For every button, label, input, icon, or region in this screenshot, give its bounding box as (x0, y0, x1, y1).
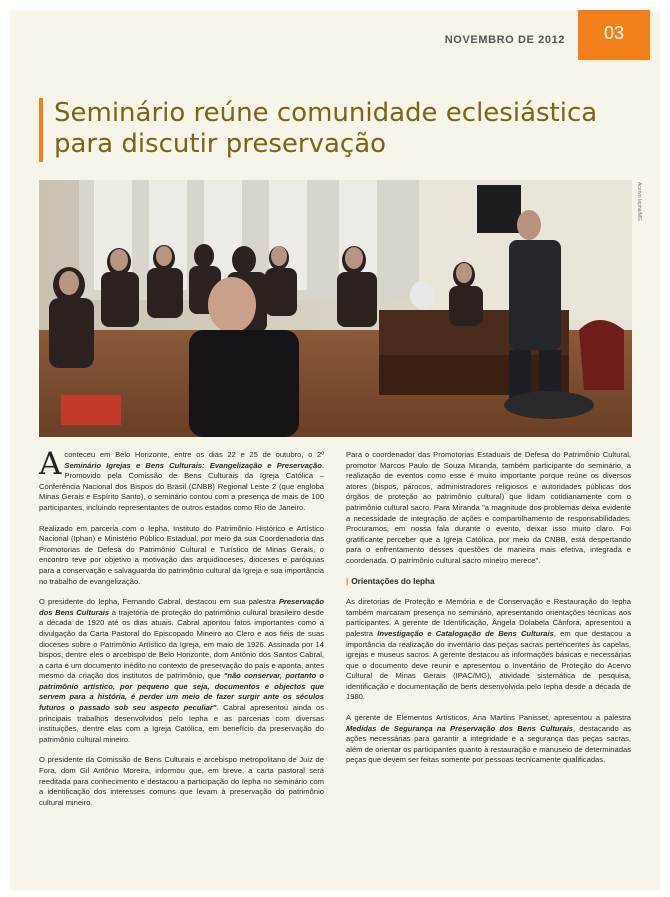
text-run: A gerente de Elementos Artísticos, Ana Martins Panisset, apresentou a palestra (346, 713, 631, 723)
page-number-badge: 03 (578, 10, 650, 60)
seminar-photo-illustration (39, 180, 632, 437)
lecture-title: Preservação dos Bens Culturais (39, 597, 324, 617)
article-headline: Seminário reúne comunidade eclesiástica para discutir preservação (54, 98, 598, 159)
text-run: , em que destacou a importância da realização do inventário das peças sacras pertencentes às capelas, igrejas e museus sacros. A gerente destacou as informações básicas e necessárias que o documento deve reunir e apresentou o Inventário de Proteção do Acervo Cultural de Minas Gerais (IPAC/MG), atividade sistemática de pesquisa, identificação e documentação de bens desenvolvida pelo Iepha desde a década de 1980. (346, 628, 631, 702)
article-left-column (39, 446, 324, 818)
photo-credit: Acervo Iepha/MG (636, 182, 642, 221)
paragraph-intro (39, 446, 324, 514)
paragraph-orientations (346, 597, 631, 703)
subhead-text: Orientações do Iepha (351, 576, 435, 586)
section-subhead (346, 577, 631, 588)
article-right-column (346, 450, 631, 776)
subhead-marker: | (346, 576, 349, 586)
text-run: , destacando as ações necessárias para garantir a integridade e a segurança das peças sacras, além de orientar os participantes quanto à restauração e manuseio de determinadas peças que devem ser feitas somente por pessoas tecnicamente qualificadas. (346, 723, 631, 765)
text-run: O presidente do Iepha, Fernando Cabral, destacou em sua palestra (39, 597, 279, 607)
paragraph-commission: O presidente da Comissão de Bens Culturais e arcebispo metropolitano de Juiz de Fora, dom Gil Antônio Moreira, informou que, em breve, a carta pastoral será reeditada para conhecimento e destacou a participação do Iepha no seminário com a identificação dos interesses comuns que levam à preservação do patrimônio cultural mineiro. (39, 755, 324, 807)
quote: "não conservar, portanto o patrimônio artístico, por pequeno que seja, documentos e objectos que servem para a história, é perder um meio de fazer surgir ante os séculos futuros o passado sob seu aspecto peculiar" (39, 671, 324, 713)
lecture-title: Investigação e Catalogação de Bens Culturais (377, 628, 554, 638)
text-run: a trajetória de proteção do patrimônio cultural brasileiro desde a década de 1920 até os dias atuais. Cabral apontou fatos importantes como a divulgação da Carta Pastoral do Episcopado Mineiro ao Clero e aos fiéis de suas dioceses sobre o Patrimônio Artístico da Igreja, em maio de 1926. Assinada por 14 bispos, dentre eles o arcebispo de Belo Horizonte, dom Antônio dos Santos Cabral, a carta é um documento inédito no contexto de preservação do país e aponta, antes mesmo da criação dos institutos de patrimônio, que (39, 607, 324, 681)
headline-accent-bar (39, 98, 43, 162)
text-run: . Cabral apresentou ainda os principais trabalhos desenvolvidos pelo Iepha e as parcerias com diversas instituições, dentre elas com a Igreja Católica, em benefício da preservação do patrimônio cultural mineiro. (39, 703, 324, 744)
paragraph-iepha-president (39, 597, 324, 745)
paragraph-promotor: Para o coordenador das Promotorias Estaduais de Defesa do Patrimônio Cultural, promotor Marcos Paulo de Souza Miranda, também participante do seminário, a realização de eventos como esse é muito importante porque reúne os diversos atores (bispos, párocos, administradores religiosos e autoridades públicas dos órgãos de proteção ao patrimônio cultural) que lidam cotidianamente com o patrimônio cultural sacro. Para Miranda "a magnitude dos problemas deixa evidente a necessidade de integração de ações e compartilhamento de responsabilidades. Procuramos, em nossa fala durante o evento, deixar isso muito claro. Foi gratificante perceber que a Igreja Católica, por meio da CNBB, está despertando para o enfrentamento desses questões de maneira mais efetiva, integrada e coordenada. O patrimônio cultural sacro mineiro merece". (346, 450, 631, 565)
paragraph-artistic-elements (346, 713, 631, 766)
paragraph-partnership: Realizado em parceria com o Iepha, Instituto do Patrimônio Histórico e Artístico Nacional (Iphan) e Ministério Público Estadual, por meio da sua Coordenadoria das Promotorias de Defesa do Patrimônio Cultural e Turístico de Minas Gerais, o encontro teve por objetivo a motivação das arquidioceses, dioceses e paróquias para a conservação e salvaguarda do patrimônio cultural da Igreja e sua importância no trabalho de evangelização. (39, 523, 324, 586)
lecture-title: Medidas de Segurança na Preservação dos Bens Culturais (346, 723, 574, 733)
text-run: . Promovido pela Comissão de Bens Culturais da Igreja Católica – Conferência Nacional dos Bispos do Brasil (CNBB) Regional Leste 2 (que engloba Minas Gerais e Espírito Santo), o seminário contou com a presença de mais de 100 participantes, incluindo representantes de outros estados como Rio de Janeiro. (39, 460, 324, 512)
text-run: conteceu em Belo Horizonte, entre os dias 22 e 25 de outubro, o 2º (64, 450, 324, 459)
seminar-title: Seminário Igrejas e Bens Culturais: Evangelização e Preservação (64, 460, 322, 470)
issue-date: NOVEMBRO DE 2012 (444, 34, 565, 46)
seminar-photo (39, 180, 632, 437)
text-run: As diretorias de Proteção e Memória e de Conservação e Restauração do Iepha também marcaram presença no seminário, apresentando orientações técnicas aos participantes. A gerente de Identificação, Ângela Dolabela Cânfora, apresentou a palestra (346, 597, 631, 638)
drop-cap: A (39, 446, 62, 482)
newspaper-page (10, 10, 660, 890)
